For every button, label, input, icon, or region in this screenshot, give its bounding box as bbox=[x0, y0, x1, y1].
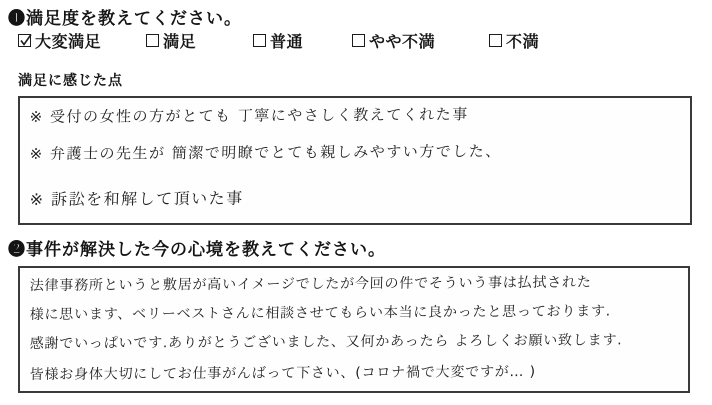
q1-options bbox=[0, 29, 712, 53]
option-label: 不満 bbox=[506, 34, 540, 51]
checkbox-icon[interactable] bbox=[489, 34, 502, 47]
checkbox-icon[interactable] bbox=[146, 34, 159, 47]
option-label: 満足 bbox=[163, 34, 197, 51]
option-label: 大変満足 bbox=[35, 34, 102, 51]
option-dissatisfied[interactable] bbox=[489, 29, 539, 52]
handwritten-line: 皆様お身体大切にしてお仕事がんばって下さい、(コロナ禍で大変ですが… ) bbox=[29, 363, 537, 384]
q1-title: ❶満足度を教えてください。 bbox=[8, 9, 242, 28]
handwritten-line: 法律事務所というと敷居が高いイメージでしたが今回の件でそういう事は払拭された bbox=[29, 274, 592, 295]
option-label: やや不満 bbox=[369, 34, 436, 51]
checkbox-icon[interactable] bbox=[253, 34, 266, 47]
handwritten-line: 感謝でいっぱいです.ありがとうございました、又何かあったら よろしくお願い致します. bbox=[29, 332, 623, 353]
option-label: 普通 bbox=[270, 34, 304, 51]
q1-comment-label: 満足に感じた点 bbox=[18, 74, 123, 89]
handwritten-line: ※ 受付の女性の方がとても 丁寧にやさしく教えてくれた事 bbox=[29, 105, 470, 127]
checkbox-icon[interactable] bbox=[352, 34, 365, 47]
q2-comment-box[interactable] bbox=[18, 266, 690, 393]
q2-title: ❷事件が解決した今の心境を教えてください。 bbox=[8, 240, 386, 259]
option-very-satisfied[interactable] bbox=[18, 29, 101, 52]
handwritten-line: ※ 訴訟を和解して頂いた事 bbox=[29, 188, 244, 210]
q1-comment-box[interactable] bbox=[18, 96, 692, 225]
handwritten-line: 様に思います、ベリーベストさんに相談させてもらい本当に良かったと思っております. bbox=[29, 303, 612, 324]
option-slightly-dissatisfied[interactable] bbox=[352, 29, 435, 52]
option-neutral[interactable] bbox=[253, 29, 303, 52]
checkbox-checked-icon[interactable] bbox=[18, 34, 31, 47]
option-satisfied[interactable] bbox=[146, 29, 196, 52]
handwritten-line: ※ 弁護士の先生が 簡潔で明瞭でとても親しみやすい方でした、 bbox=[29, 142, 503, 164]
